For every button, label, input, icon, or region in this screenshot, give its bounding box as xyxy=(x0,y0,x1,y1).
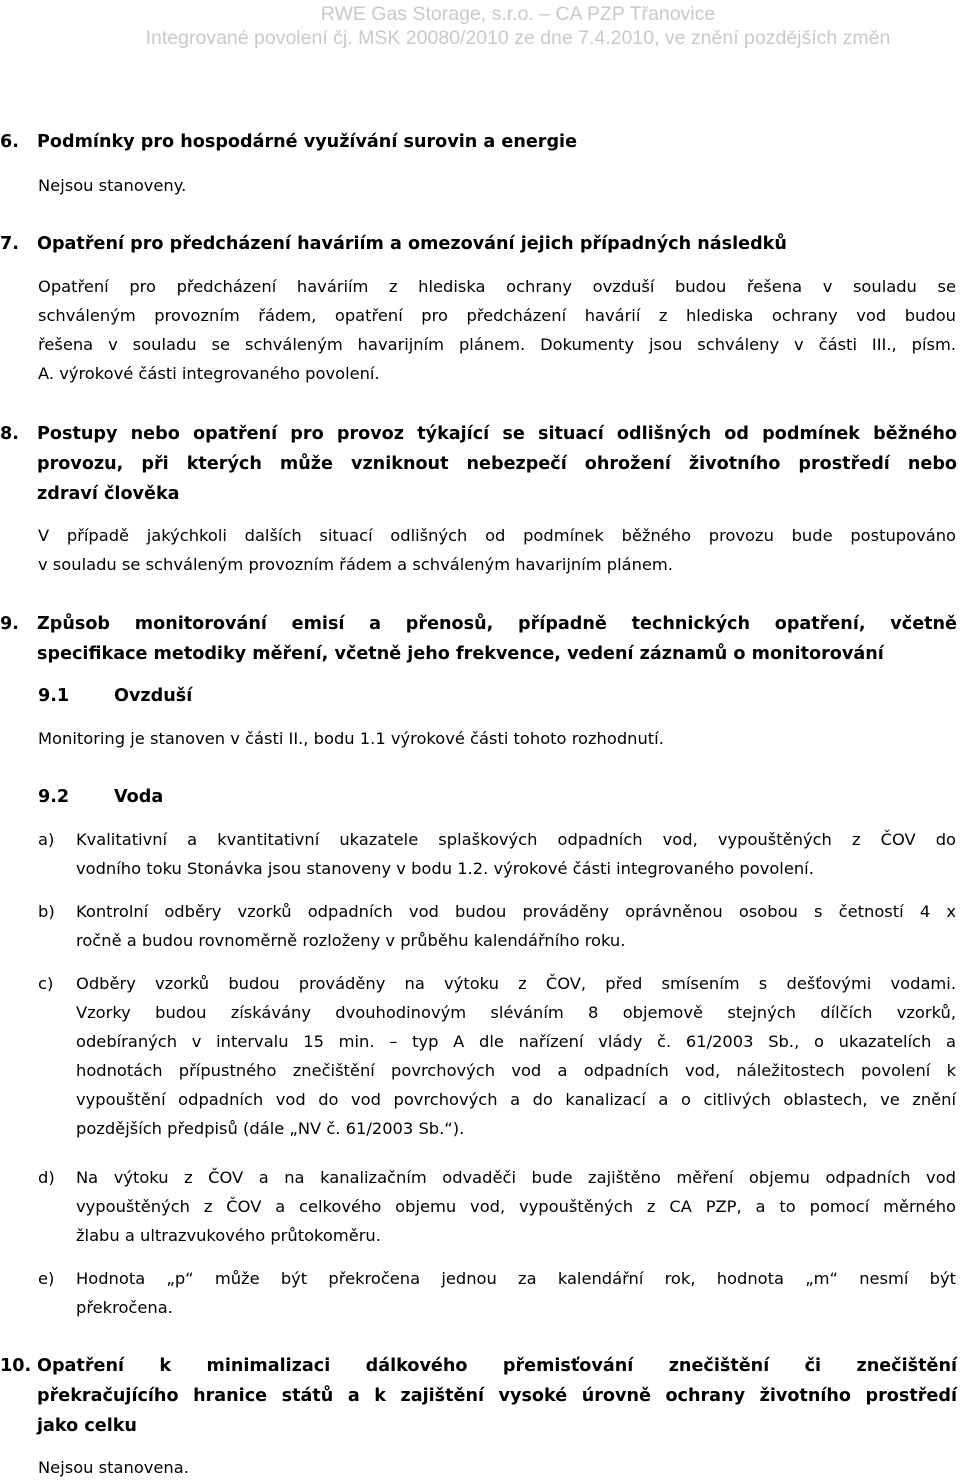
title-line: překračujícího hranice států a k zajištění vysoké úrovně ochrany životního prostředí xyxy=(37,1386,957,1406)
item-line: vypouštění odpadních vod do vod povrchových a do kanalizací a o citlivých oblastech, ve znění xyxy=(76,1090,956,1109)
item-line: hodnotách přípustného znečištění povrchových vod a odpadních vod, náležitostech povolení k xyxy=(76,1061,956,1080)
item-line: Hodnota „p“ může být překročena jednou za kalendářní rok, hodnota „m“ nesmí být xyxy=(76,1269,956,1288)
title-line: specifikace metodiky měření, včetně jeho frekvence, vedení záznamů o monitorování xyxy=(37,644,884,664)
item-line: Kvalitativní a kvantitativní ukazatele splaškových odpadních vod, vypouštěných z ČOV do xyxy=(76,830,956,849)
item-line: Odběry vzorků budou prováděny na výtoku z ČOV, před smísením s dešťovými vodami. xyxy=(76,974,956,993)
title-line: provozu, při kterých může vzniknout nebezpečí ohrožení životního prostředí nebo xyxy=(37,454,957,474)
section-6-heading xyxy=(0,127,960,157)
list-item-d xyxy=(38,1163,956,1250)
subsection-title: Ovzduší xyxy=(114,686,193,706)
section-7-heading xyxy=(0,229,960,259)
list-item-text xyxy=(76,1163,956,1250)
subsection-title: Voda xyxy=(114,787,164,807)
title-line: Postupy nebo opatření pro provoz týkající se situací odlišných od podmínek běžného xyxy=(37,424,957,444)
item-line: Vzorky budou získávány dvouhodinovým sléváním 8 objemově stejných dílčích vzorků, xyxy=(76,1003,956,1022)
item-line: Kontrolní odběry vzorků odpadních vod budou prováděny oprávněnou osobou s četností 4 x xyxy=(76,902,956,921)
list-item-text xyxy=(76,1264,956,1322)
section-title xyxy=(37,1351,957,1441)
paragraph-line: Monitoring je stanoven v části II., bodu 1.1 výrokové části tohoto rozhodnutí. xyxy=(38,729,664,748)
title-line: Způsob monitorování emisí a přenosů, případně technických opatření, včetně xyxy=(37,614,957,634)
paragraph-line: Nejsou stanovena. xyxy=(38,1458,189,1477)
list-item-label: b) xyxy=(38,902,55,921)
list-item-text xyxy=(76,825,956,883)
list-item-e xyxy=(38,1264,956,1322)
section-10-text xyxy=(38,1453,956,1482)
item-line: Na výtoku z ČOV a na kanalizačním odvaděči bude zajištěno měření objemu odpadních vod xyxy=(76,1168,956,1187)
header-company: RWE Gas Storage, s.r.o. – CA PZP Třanovice xyxy=(320,3,716,25)
paragraph-line: V případě jakýchkoli dalších situací odlišných od podmínek běžného provozu bude postupováno xyxy=(38,526,956,545)
item-line: odebíraných v intervalu 15 min. – typ A dle nařízení vlády č. 61/2003 Sb., o ukazatelích a xyxy=(76,1032,956,1051)
section-title: Opatření pro předcházení haváriím a omezování jejich případných následků xyxy=(37,234,787,254)
header-permit-reference: Integrované povolení čj. MSK 20080/2010 ze dne 7.4.2010, ve znění pozdějších změn xyxy=(145,27,891,49)
section-number: 9. xyxy=(0,614,19,634)
section-6-text xyxy=(38,171,956,200)
paragraph-line: Opatření pro předcházení haváriím z hlediska ochrany ovzduší budou řešena v souladu se xyxy=(38,277,956,296)
list-item-a xyxy=(38,825,956,883)
paragraph-line: A. výrokové části integrovaného povolení. xyxy=(38,364,380,383)
list-item-text xyxy=(76,969,956,1143)
list-item-label: e) xyxy=(38,1269,55,1288)
subsection-9-1-text xyxy=(38,724,956,753)
subsection-number: 9.2 xyxy=(38,787,70,807)
list-item-label: d) xyxy=(38,1168,55,1187)
paragraph-line: Nejsou stanoveny. xyxy=(38,176,187,195)
item-line: vypouštěných z ČOV a celkového objemu vod, vypouštěných z CA PZP, a to pomocí měrného xyxy=(76,1197,956,1216)
paragraph-line: řešena v souladu se schváleným havarijním plánem. Dokumenty jsou schváleny v části III., písm. xyxy=(38,335,956,354)
list-item-text xyxy=(76,897,956,955)
section-number: 8. xyxy=(0,424,19,444)
list-item-b xyxy=(38,897,956,955)
item-line: ročně a budou rovnoměrně rozloženy v průběhu kalendářního roku. xyxy=(76,931,626,950)
section-7-paragraph xyxy=(38,272,956,388)
item-line: vodního toku Stonávka jsou stanoveny v bodu 1.2. výrokové části integrovaného povolení. xyxy=(76,859,814,878)
item-line: žlabu a ultrazvukového průtokoměru. xyxy=(76,1226,381,1245)
section-10-heading xyxy=(0,1351,960,1443)
item-line: pozdějších předpisů (dále „NV č. 61/2003 Sb.“). xyxy=(76,1119,465,1138)
section-title xyxy=(37,419,957,509)
list-item-label: c) xyxy=(38,974,54,993)
section-number: 10. xyxy=(0,1356,32,1376)
list-item-c xyxy=(38,969,956,1143)
section-title: Podmínky pro hospodárné využívání surovin a energie xyxy=(37,132,578,152)
paragraph-line: v souladu se schváleným provozním řádem a schváleným havarijním plánem. xyxy=(38,555,673,574)
section-number: 6. xyxy=(0,132,19,152)
section-number: 7. xyxy=(0,234,19,254)
subsection-number: 9.1 xyxy=(38,686,70,706)
title-line: jako celku xyxy=(37,1416,137,1436)
title-line: Opatření k minimalizaci dálkového přemisťování znečištění či znečištění xyxy=(37,1356,957,1376)
title-line: zdraví člověka xyxy=(37,484,180,504)
section-9-heading xyxy=(0,609,960,671)
section-8-paragraph xyxy=(38,521,956,579)
section-8-heading xyxy=(0,419,960,511)
list-item-label: a) xyxy=(38,830,55,849)
paragraph-line: schváleným provozním řádem, opatření pro předcházení havárií z hlediska ochrany vod budou xyxy=(38,306,956,325)
section-title xyxy=(37,609,957,669)
item-line: překročena. xyxy=(76,1298,173,1317)
